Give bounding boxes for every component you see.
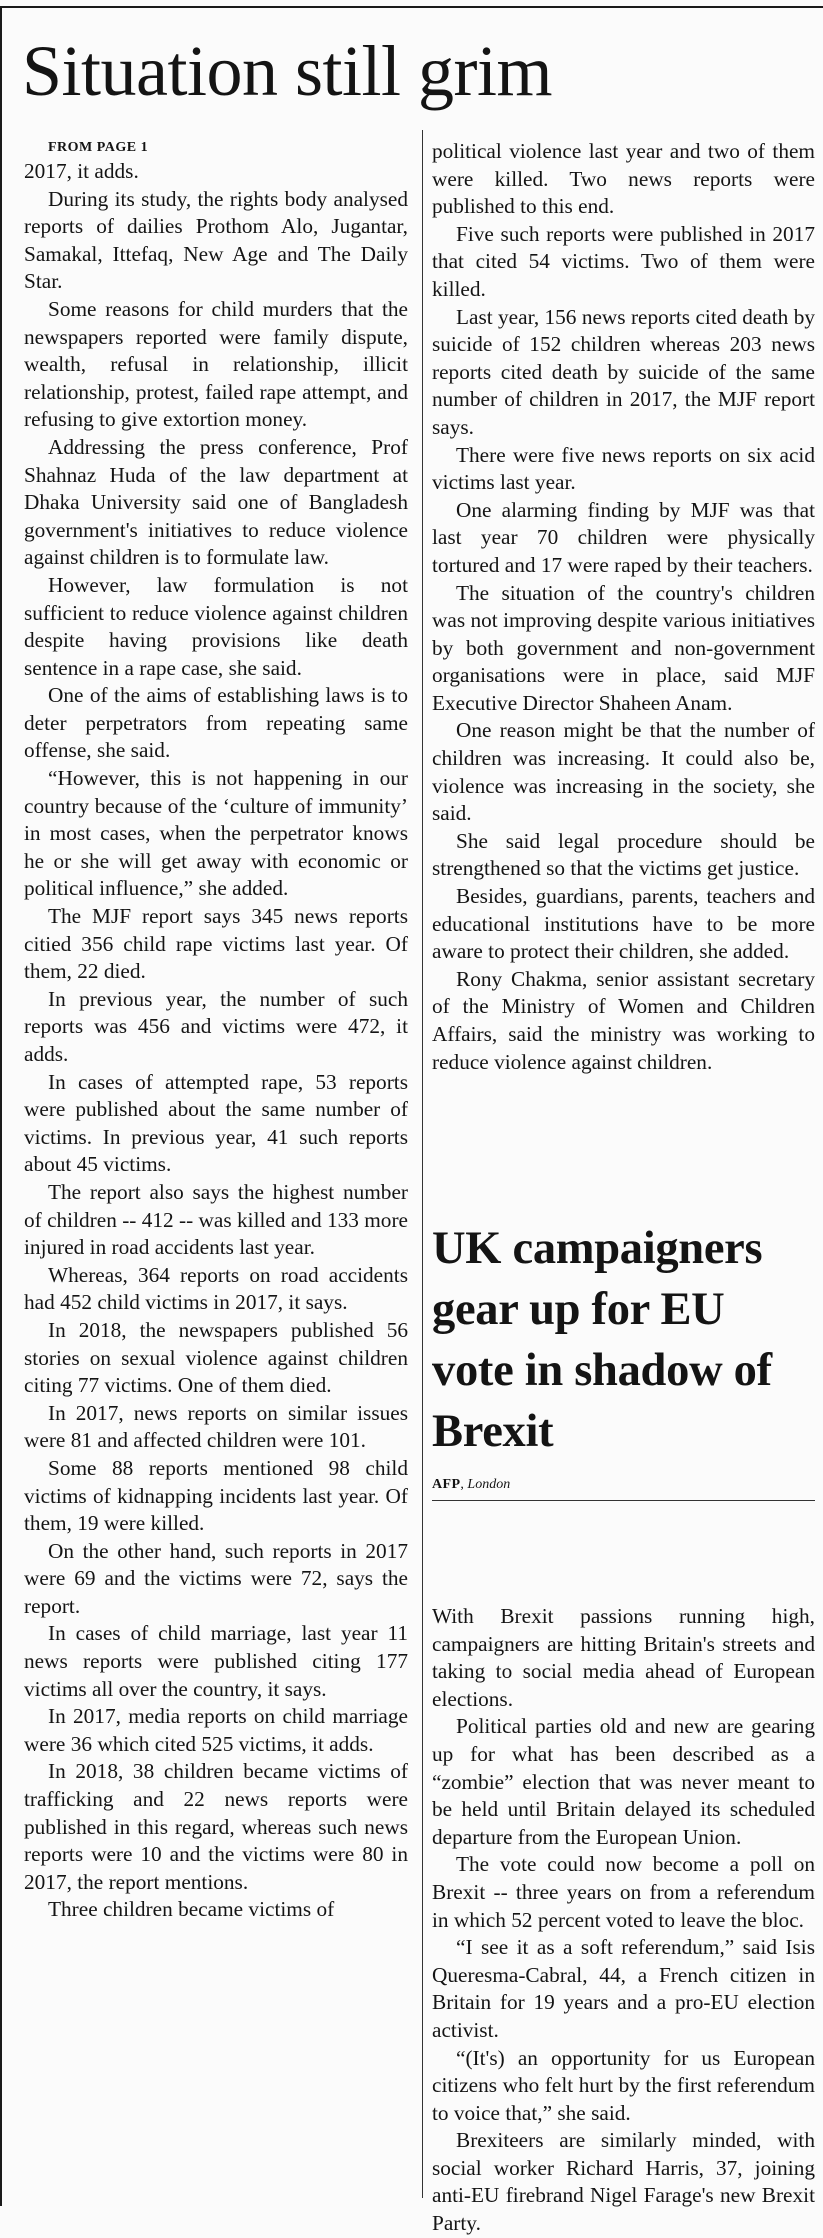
- byline-place: London: [467, 1477, 511, 1492]
- paragraph: Rony Chakma, senior assistant secretary of the Ministry of Women and Children Affairs, said the ministry was working to reduce violence against children.: [432, 966, 815, 1074]
- paragraph: Whereas, 364 reports on road accidents had 452 child victims in 2017, it says.: [24, 1262, 408, 1315]
- paragraph: One of the aims of establishing laws is to deter perpetrators from repeating same offense, she said.: [24, 683, 408, 763]
- paragraph: During its study, the rights body analysed reports of dailies Prothom Alo, Jugantar, Samakal, Ittefaq, New Age and The Daily Star.: [24, 186, 408, 294]
- top-rule: [0, 6, 823, 8]
- paragraph: Some 88 reports mentioned 98 child victims of kidnapping incidents last year. Of them, 19 were killed.: [24, 1455, 408, 1536]
- paragraph: “I see it as a soft referendum,” said Isis Queresma-Cabral, 44, a French citizen in Britain for 19 years and a pro-EU election activist.: [432, 1935, 815, 2042]
- main-headline: Situation still grim: [22, 31, 553, 111]
- paragraph: In cases of child marriage, last year 11 news reports were published citing 177 victims all over the country, it says.: [24, 1621, 408, 1701]
- paragraph: In 2017, news reports on similar issues were 81 and affected children were 101.: [24, 1400, 408, 1453]
- paragraph: One alarming finding by MJF was that last year 70 children were physically tortured and 17 were raped by their teachers.: [432, 497, 815, 577]
- paragraph: In cases of attempted rape, 53 reports were published about the same number of victims. In previous year, 41 such reports about 45 victims.: [24, 1069, 408, 1177]
- paragraph: With Brexit passions running high, campaigners are hitting Britain's streets and taking to social media ahead of European elections.: [432, 1604, 815, 1711]
- paragraph: In 2017, media reports on child marriage were 36 which cited 525 victims, it adds.: [24, 1704, 408, 1756]
- paragraph: In previous year, the number of such reports was 456 and victims were 472, it adds.: [24, 986, 408, 1066]
- paragraph: She said legal procedure should be strengthened so that the victims get justice.: [432, 828, 815, 881]
- paragraph: The report also says the highest number of children -- 412 -- was killed and 133 more injured in road accidents last year.: [24, 1179, 408, 1260]
- paragraph: The MJF report says 345 news reports citied 356 child rape victims last year. Of them, 22 died.: [24, 904, 408, 984]
- second-story-header: [432, 1218, 815, 1501]
- byline-agency: AFP: [432, 1477, 461, 1492]
- paragraph: In 2018, the newspapers published 56 stories on sexual violence against children citing 77 victims. One of them died.: [24, 1317, 408, 1398]
- paragraph: There were five news reports on six acid victims last year.: [432, 442, 815, 495]
- byline: AFP, London: [432, 1476, 815, 1501]
- paragraph: The vote could now become a poll on Brexit -- three years on from a referendum in which 52 percent voted to leave the bloc.: [432, 1852, 815, 1932]
- paragraph: One reason might be that the number of children was increasing. It could also be, violence was increasing in the society, she said.: [432, 718, 815, 826]
- paragraph: In 2018, 38 children became victims of trafficking and 22 news reports were published in this regard, whereas such news reports were 10 and the victims were 80 in 2017, the report mentions.: [24, 1759, 408, 1894]
- second-story-body: [432, 1603, 815, 2238]
- paragraph: Besides, guardians, parents, teachers and educational institutions have to be more aware to protect their children, she added.: [432, 884, 815, 964]
- kicker: FROM PAGE 1: [48, 140, 149, 155]
- second-headline: UK campaigners gear up for EU vote in shadow of Brexit: [432, 1223, 772, 1457]
- paragraph: political violence last year and two of them were killed. Two news reports were published to this end.: [432, 139, 815, 219]
- paragraph: Brexiteers are similarly minded, with social worker Richard Harris, 37, joining anti-EU firebrand Nigel Farage's new Brexit Party.: [432, 2128, 815, 2236]
- paragraph: Some reasons for child murders that the newspapers reported were family dispute, wealth, refusal in relationship, illicit relationship, protest, failed rape attempt, and refusing to give extortion money.: [24, 296, 408, 432]
- paragraph: “However, this is not happening in our country because of the ‘culture of immunity’ in most cases, when the perpetrator knows he or she will get away with economic or political influence,” she added.: [24, 766, 408, 901]
- main-story-column-1: [24, 138, 408, 1924]
- paragraph: “(It's) an opportunity for us European citizens who felt hurt by the first referendum to voice that,” she said.: [432, 2045, 815, 2125]
- paragraph: Last year, 156 news reports cited death by suicide of 152 children whereas 203 news reports cited death by suicide of the same number of children in 2017, the MJF report says.: [432, 304, 815, 439]
- paragraph: The situation of the country's children was not improving despite various initiatives by both government and non-government organisations were in place, said MJF Executive Director Shaheen Anam.: [432, 580, 815, 715]
- paragraph: However, law formulation is not sufficient to reduce violence against children despite having provisions like death sentence in a rape case, she said.: [24, 572, 408, 680]
- main-story-column-2: [432, 138, 815, 1076]
- left-rule: [0, 6, 2, 2206]
- column-rule: [422, 130, 423, 2198]
- paragraph: On the other hand, such reports in 2017 were 69 and the victims were 72, says the report.: [24, 1538, 408, 1618]
- paragraph: Political parties old and new are gearing up for what has been described as a “zombie” election that was never meant to be held until Britain delayed its scheduled departure from the European Union.: [432, 1714, 815, 1849]
- paragraph: Three children became victims of: [48, 1897, 335, 1922]
- paragraph: 2017, it adds.: [24, 159, 139, 183]
- paragraph: Five such reports were published in 2017 that cited 54 victims. Two of them were killed.: [432, 221, 815, 301]
- paragraph: Addressing the press conference, Prof Shahnaz Huda of the law department at Dhaka University said one of Bangladesh government's initiatives to reduce violence against children is to formulate law.: [24, 434, 408, 570]
